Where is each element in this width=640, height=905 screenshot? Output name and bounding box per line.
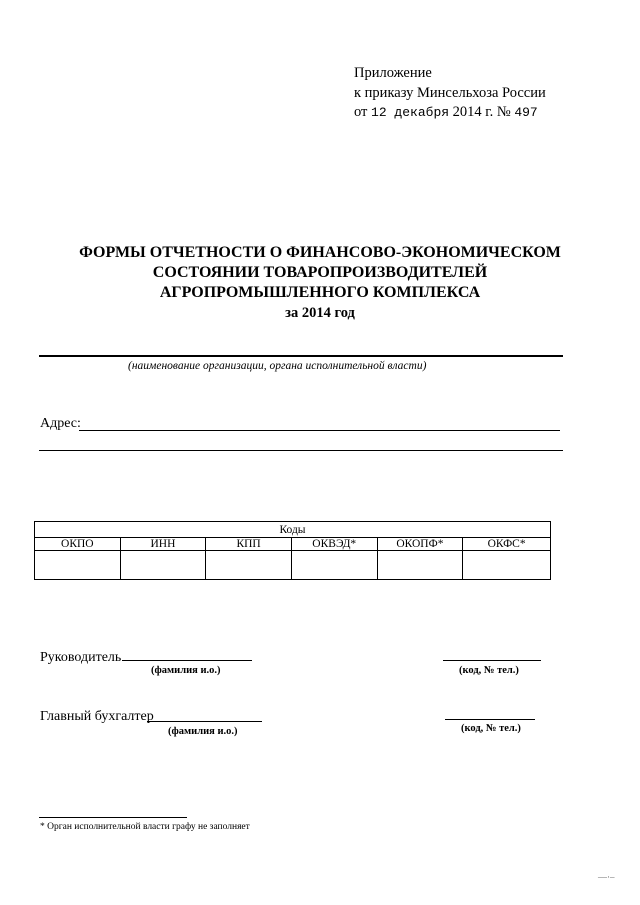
codes-table	[34, 521, 551, 580]
address-label: Адрес:	[40, 416, 81, 431]
footnote-divider	[39, 817, 187, 818]
codes-value-okopf[interactable]	[377, 551, 463, 580]
appendix-date-value: 12 декабря	[371, 105, 450, 120]
organization-caption: (наименование организации, органа исполнительной власти)	[128, 360, 427, 372]
codes-col-okved: ОКВЭД*	[291, 538, 377, 551]
accountant-name-field[interactable]	[147, 721, 262, 722]
head-phone-field[interactable]	[443, 660, 541, 661]
codes-table-header: Коды	[35, 522, 551, 538]
footnote-text: * Орган исполнительной власти графу не заполняет	[40, 822, 250, 832]
appendix-block	[354, 64, 546, 123]
codes-col-inn: ИНН	[120, 538, 206, 551]
appendix-order-ref: к приказу Минсельхоза России	[354, 84, 546, 101]
accountant-label: Главный бухгалтер	[40, 709, 154, 724]
head-caption: (фамилия и.о.)	[151, 665, 221, 676]
codes-col-okopf: ОКОПФ*	[377, 538, 463, 551]
report-year: за 2014 год	[285, 305, 355, 321]
codes-col-kpp: КПП	[206, 538, 292, 551]
title-line-1: ФОРМЫ ОТЧЕТНОСТИ О ФИНАНСОВО-ЭКОНОМИЧЕСКОМ	[79, 244, 561, 261]
appendix-date-prefix: от	[354, 104, 368, 120]
head-name-field[interactable]	[122, 660, 252, 661]
codes-value-okfs[interactable]	[463, 551, 551, 580]
accountant-phone-caption: (код, № тел.)	[461, 723, 521, 734]
appendix-date-year: 2014 г. №	[452, 104, 511, 120]
codes-value-inn[interactable]	[120, 551, 206, 580]
accountant-phone-field[interactable]	[445, 719, 535, 720]
address-field-line-1[interactable]	[79, 430, 560, 431]
codes-value-kpp[interactable]	[206, 551, 292, 580]
appendix-order-number: 497	[514, 105, 538, 120]
scan-specks: —·–	[598, 872, 615, 882]
address-field-line-2[interactable]	[39, 450, 563, 451]
codes-value-okved[interactable]	[291, 551, 377, 580]
organization-name-field[interactable]	[39, 355, 563, 357]
appendix-date-line	[354, 103, 546, 123]
document-title	[40, 243, 600, 303]
head-phone-caption: (код, № тел.)	[459, 665, 519, 676]
title-line-3: АГРОПРОМЫШЛЕННОГО КОМПЛЕКСА	[159, 284, 481, 301]
title-line-2: СОСТОЯНИИ ТОВАРОПРОИЗВОДИТЕЛЕЙ	[152, 264, 488, 281]
codes-col-okpo: ОКПО	[35, 538, 121, 551]
codes-value-okpo[interactable]	[35, 551, 121, 580]
head-label: Руководитель	[40, 650, 122, 665]
codes-col-okfs: ОКФС*	[463, 538, 551, 551]
appendix-title: Приложение	[354, 65, 432, 81]
accountant-caption: (фамилия и.о.)	[168, 726, 238, 737]
